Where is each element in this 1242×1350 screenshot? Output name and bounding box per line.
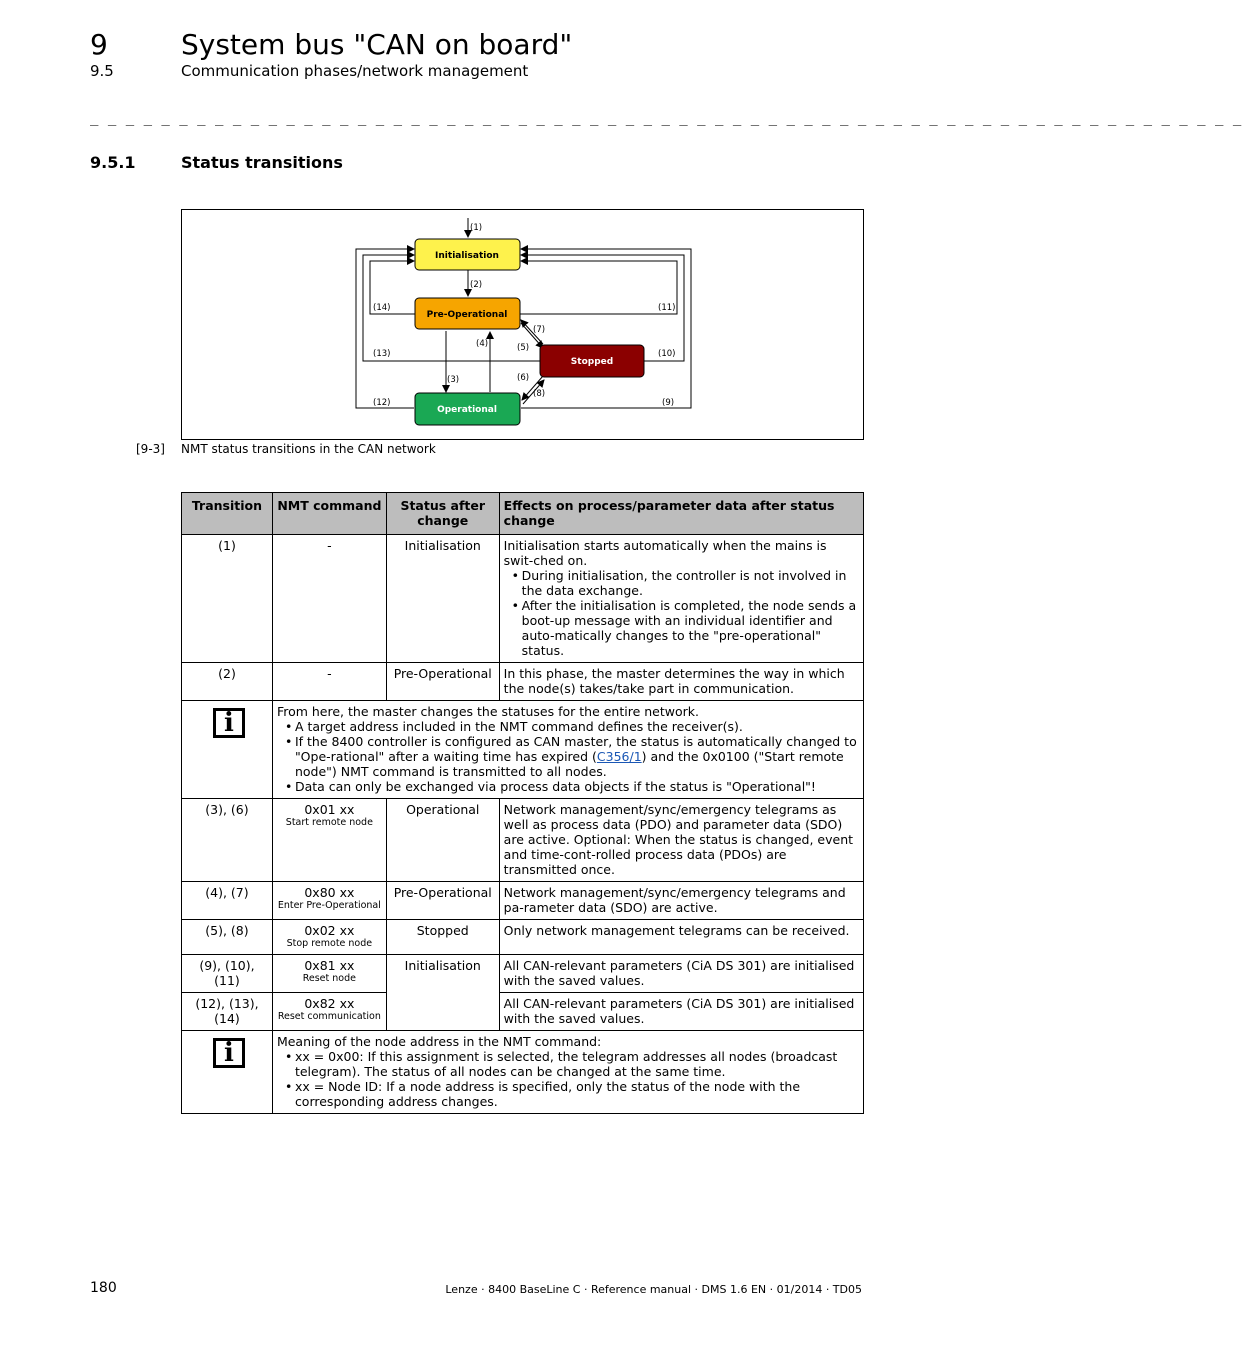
subsection-number: 9.5.1 [90, 153, 136, 172]
cell-effects [499, 535, 863, 663]
table-row [182, 882, 864, 920]
cell-effects: Only network management telegrams can be received. [499, 920, 863, 955]
nmt-transitions-table [181, 492, 864, 1114]
label-t7: (7) [533, 325, 546, 335]
note-icon-cell [182, 1031, 273, 1114]
cell-transition: (5), (8) [182, 920, 273, 955]
label-t8: (8) [533, 389, 546, 399]
command-description: Stop remote node [286, 938, 373, 949]
label-t6: (6) [517, 373, 530, 383]
state-diagram-svg [182, 210, 865, 441]
state-operational-label: Operational [437, 405, 497, 415]
command-code: 0x81 xx [304, 958, 355, 973]
cell-status: Pre-Operational [386, 882, 499, 920]
command-code: 0x82 xx [304, 996, 355, 1011]
cell-transition: (1) [182, 535, 273, 663]
label-t2: (2) [470, 280, 483, 290]
note-text-cell [272, 1031, 863, 1114]
cell-effects: In this phase, the master determines the way in which the node(s) takes/take part in communication. [499, 663, 863, 701]
effects-list [504, 568, 859, 658]
list-item: • xx = 0x00: If this assignment is selected, the telegram addresses all nodes (broadcast telegram). The status of all nodes can be changed at the same time. [277, 1049, 859, 1079]
cell-effects: Network management/sync/emergency telegrams as well as process data (PDO) and parameter data (SDO) are active. Optional: When the status is changed, event and time-cont-rolled process data (PDOs) are transmitted once. [499, 799, 863, 882]
header-status-after-change: Status after change [386, 493, 499, 535]
command-description: Enter Pre-Operational [277, 900, 381, 911]
table-row [182, 799, 864, 882]
cell-command [272, 993, 386, 1031]
list-item: • Data can only be exchanged via process data objects if the status is "Operational"! [277, 779, 859, 794]
page-number: 180 [90, 1280, 117, 1296]
cell-command [272, 955, 386, 993]
command-description: Start remote node [285, 817, 373, 828]
cell-transition: (2) [182, 663, 273, 701]
label-t5: (5) [517, 343, 530, 353]
cell-effects: Network management/sync/emergency telegrams and pa-rameter data (SDO) are active. [499, 882, 863, 920]
figure-number: [9-3] [136, 442, 165, 456]
header-transition: Transition [182, 493, 273, 535]
list-item [277, 734, 859, 779]
cell-command [272, 799, 386, 882]
command-description: Reset node [302, 973, 356, 984]
cell-status: Pre-Operational [386, 663, 499, 701]
cell-status: Initialisation [386, 955, 499, 1031]
cell-status: Operational [386, 799, 499, 882]
cell-effects: All CAN-relevant parameters (CiA DS 301) are initialised with the saved values. [499, 993, 863, 1031]
label-t12: (12) [373, 398, 391, 408]
command-description: Reset communication [277, 1011, 381, 1022]
label-t4: (4) [476, 339, 489, 349]
cell-transition: (4), (7) [182, 882, 273, 920]
state-stopped-label: Stopped [570, 357, 614, 367]
note-intro: Meaning of the node address in the NMT command: [276, 1034, 602, 1049]
header-rule: _ _ _ _ _ _ _ _ _ _ _ _ _ _ _ _ _ _ _ _ _ _ _ _ _ _ _ _ _ _ _ _ _ _ _ _ _ _ _ _ _ _ _ _ _ _ _ _ _ _ _ _ _ _ _ _ _ _ _ _ _ _ _ _ _ [90, 110, 1242, 126]
section-number: 9.5 [90, 62, 114, 80]
command-code: 0x01 xx [304, 802, 355, 817]
header-nmt-command: NMT command [272, 493, 386, 535]
list-item: • During initialisation, the controller is not involved in the data exchange. [504, 568, 859, 598]
note-row [182, 1031, 864, 1114]
arrow-t9 [521, 249, 691, 408]
label-t10: (10) [658, 349, 676, 359]
cell-command: - [272, 663, 386, 701]
cell-transition: (9), (10), (11) [182, 955, 273, 993]
label-t9: (9) [662, 398, 675, 408]
list-item: • A target address included in the NMT command defines the receiver(s). [277, 719, 859, 734]
note-icon-cell [182, 701, 273, 799]
label-t13: (13) [373, 349, 391, 359]
header-effects: Effects on process/parameter data after status change [499, 493, 863, 535]
command-code: 0x80 xx [304, 885, 355, 900]
arrow-t11 [520, 261, 677, 314]
note-text-after-link: ) and the 0x0100 ("Start remote node") NMT command is transmitted to all nodes. [294, 749, 844, 779]
chapter-number: 9 [90, 28, 108, 61]
effects-text: Initialisation starts automatically when the mains is swit-ched on. [503, 538, 827, 568]
chapter-title: System bus "CAN on board" [181, 28, 573, 61]
figure-caption: NMT status transitions in the CAN network [181, 442, 436, 456]
note-list [277, 719, 859, 794]
section-title: Communication phases/network management [181, 62, 529, 80]
cell-command [272, 920, 386, 955]
subsection-title: Status transitions [181, 153, 343, 172]
table-row [182, 955, 864, 993]
list-item: • After the initialisation is completed, the node sends a boot-up message with an individual identifier and auto-matically changes to the "pre-operational" status. [504, 598, 859, 658]
cell-status: Initialisation [386, 535, 499, 663]
cell-command: - [272, 535, 386, 663]
list-item: • xx = Node ID: If a node address is specified, only the status of the node with the corresponding address changes. [277, 1079, 859, 1109]
cell-effects: All CAN-relevant parameters (CiA DS 301) are initialised with the saved values. [499, 955, 863, 993]
table-row [182, 993, 864, 1031]
state-initialisation-label: Initialisation [435, 251, 499, 261]
label-t14: (14) [373, 303, 391, 313]
note-list [277, 1049, 859, 1109]
note-row [182, 701, 864, 799]
footer-text: Lenze · 8400 BaseLine C · Reference manual · DMS 1.6 EN · 01/2014 · TD05 [445, 1283, 862, 1296]
cell-status: Stopped [386, 920, 499, 955]
cell-command [272, 882, 386, 920]
table-row [182, 920, 864, 955]
command-code: 0x02 xx [304, 923, 355, 938]
c356-1-link[interactable]: C356/1 [596, 749, 642, 764]
table-row [182, 535, 864, 663]
table-row [182, 663, 864, 701]
cell-transition: (12), (13), (14) [182, 993, 273, 1031]
label-t11: (11) [658, 303, 676, 313]
note-text-cell [272, 701, 863, 799]
cell-transition: (3), (6) [182, 799, 273, 882]
info-icon: i [213, 708, 245, 738]
state-pre-operational-label: Pre-Operational [426, 310, 508, 320]
note-text-before-link: If the 8400 controller is configured as CAN master, the status is automatically changed to "Ope-rational" after a waiting time has expired ( [294, 734, 857, 764]
label-t1: (1) [470, 223, 483, 233]
arrow-t12 [356, 249, 414, 408]
table-header-row [182, 493, 864, 535]
note-intro: From here, the master changes the statuses for the entire network. [276, 704, 699, 719]
info-icon: i [213, 1038, 245, 1068]
nmt-state-diagram [181, 209, 864, 440]
label-t3: (3) [447, 375, 460, 385]
